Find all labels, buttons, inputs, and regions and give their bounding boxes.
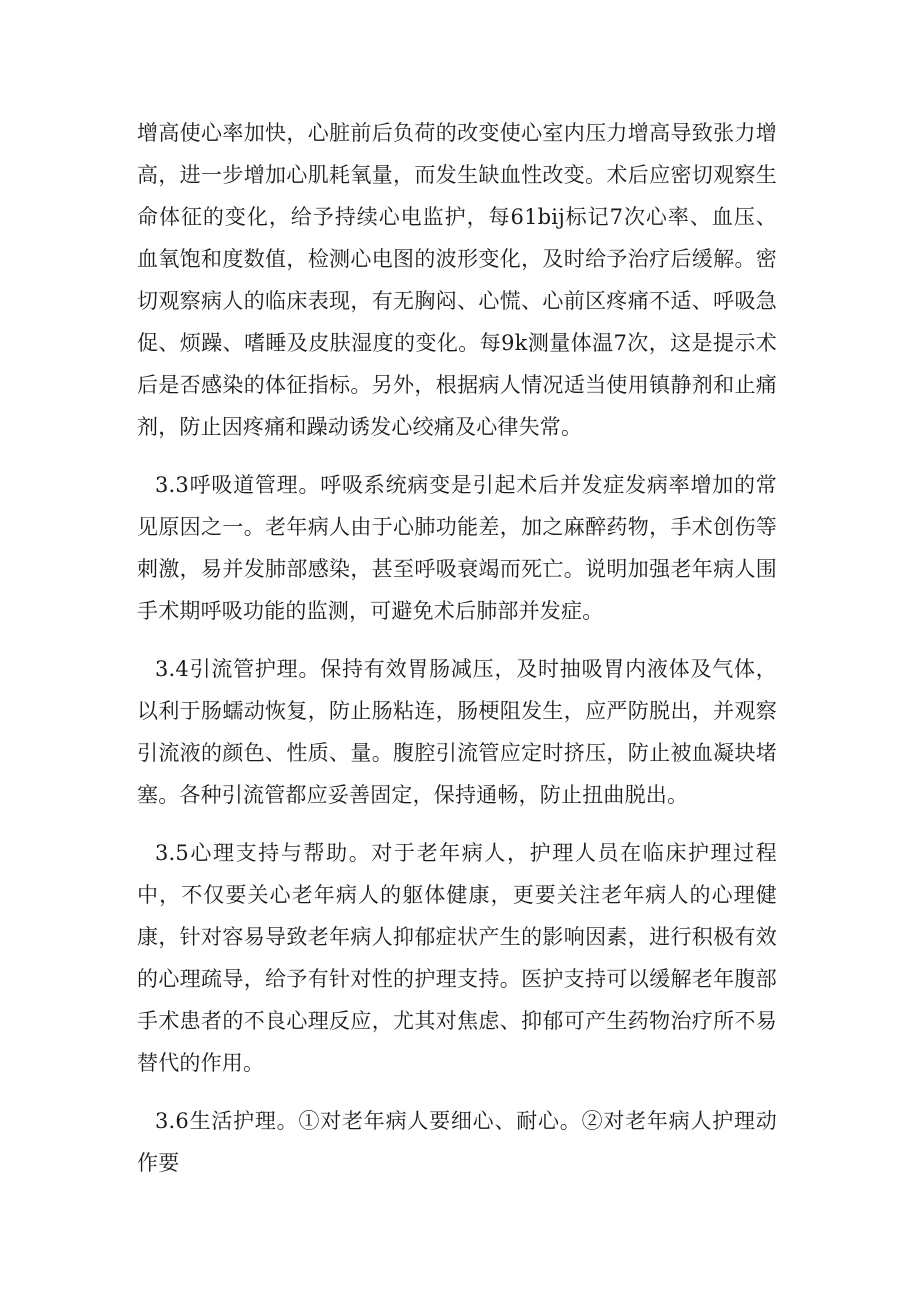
paragraph-psychological-support (137, 832, 777, 1084)
paragraph-text: 3.6生活护理。①对老年病人要细心、耐心。②对老年病人护理动作要 (137, 1109, 777, 1175)
paragraph-text: 3.4引流管护理。保持有效胃肠减压，及时抽吸胃内液体及气体，以利于肠蠕动恢复，防止肠粘连，肠梗阻发生，应严防脱出，并观察引流液的颜色、性质、量。腹腔引流管应定时挤压，防止被血凝块堵塞。各种引流管都应妥善固定，保持通畅，防止扭曲脱出。 (137, 657, 777, 807)
paragraph-text: 增高使心率加快，心脏前后负荷的改变使心室内压力增高导致张力增高，进一步增加心肌耗氧量，而发生缺血性改变。术后应密切观察生命体征的变化，给予持续心电监护，每61bij标记7次心率、血压、血氧饱和度数值，检测心电图的波形变化，及时给予治疗后缓解。密切观察病人的临床表现，有无胸闷、心慌、心前区疼痛不适、呼吸急促、烦躁、嗜睡及皮肤湿度的变化。每9k测量体温7次，这是提示术后是否感染的体征指标。另外，根据病人情况适当使用镇静剂和止痛剂，防止因疼痛和躁动诱发心绞痛及心律失常。 (137, 121, 777, 439)
paragraph-text: 3.3呼吸道管理。呼吸系统病变是引起术后并发症发病率增加的常见原因之一。老年病人由于心肺功能差，加之麻醉药物，手术创伤等刺激，易并发肺部感染，甚至呼吸衰竭而死亡。说明加强老年病人围手术期呼吸功能的监测，可避免术后肺部并发症。 (137, 473, 777, 623)
paragraph-text: 3.5心理支持与帮助。对于老年病人，护理人员在临床护理过程中，不仅要关心老年病人的躯体健康，更要关注老年病人的心理健康，针对容易导致老年病人抑郁症状产生的影响因素，进行积极有效的心理疏导，给予有针对性的护理支持。医护支持可以缓解老年腹部手术患者的不良心理反应，尤其对焦虑、抑郁可产生药物治疗所不易替代的作用。 (137, 841, 777, 1075)
paragraph-drainage-care (137, 648, 777, 816)
paragraph-respiratory-management (137, 464, 777, 632)
paragraph-daily-care (137, 1100, 777, 1184)
body-text (137, 112, 777, 1200)
paragraph-continuation (137, 112, 777, 448)
